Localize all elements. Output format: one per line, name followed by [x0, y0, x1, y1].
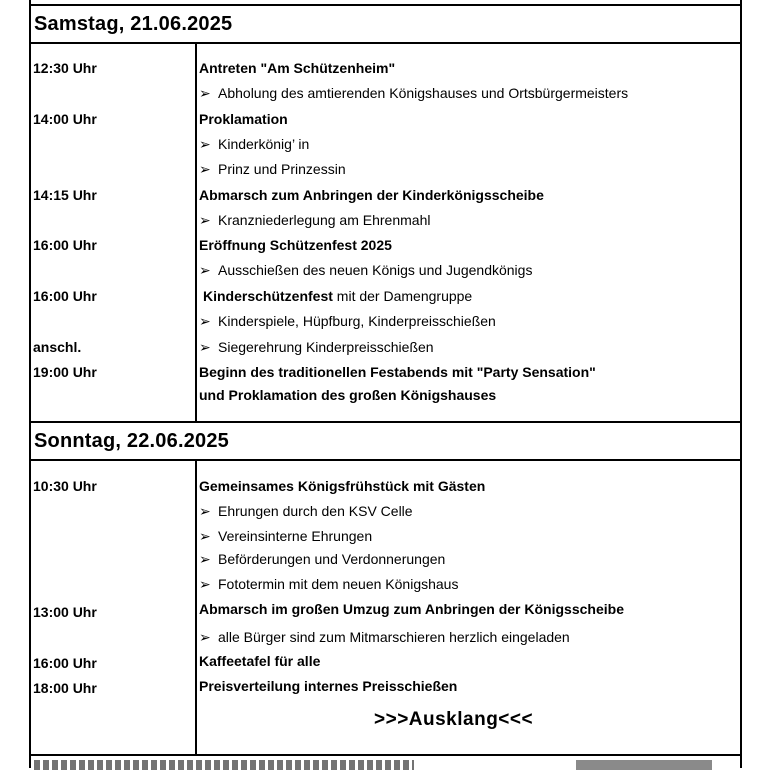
arrow-bullet-icon: ➢: [199, 551, 211, 567]
top-border: [29, 4, 742, 6]
event-title: Kaffeetafel für alle: [199, 653, 321, 669]
sub-item: ➢ Ehrungen durch den KSV Celle: [199, 503, 413, 519]
event-title-line2: und Proklamation des großen Königshauses: [199, 387, 497, 403]
sub-item: ➢ Kinderkönig’ in: [199, 136, 310, 152]
event-title: Abmarsch zum Anbringen der Kinderkönigsscheibe: [199, 187, 544, 203]
arrow-bullet-icon: ➢: [199, 262, 211, 278]
sub-item: ➢ Beförderungen und Verdonnerungen: [199, 551, 446, 567]
arrow-bullet-icon: ➢: [199, 313, 211, 329]
arrow-bullet-icon: ➢: [199, 212, 211, 228]
arrow-bullet-icon: ➢: [199, 161, 211, 177]
event-title: Preisverteilung internes Preisschießen: [199, 678, 458, 694]
cut-off-text-line: [34, 760, 414, 770]
time-cell: 13:00 Uhr: [33, 604, 97, 620]
sunday-header-divider: [29, 459, 742, 461]
sub-item: ➢ Fototermin mit dem neuen Königshaus: [199, 576, 459, 592]
event-title: Antreten "Am Schützenheim": [199, 60, 396, 76]
sub-item: ➢ Abholung des amtierenden Königshauses und Ortsbürgermeisters: [199, 85, 629, 101]
event-title: Proklamation: [199, 111, 288, 127]
saturday-column-divider: [195, 44, 197, 422]
arrow-bullet-icon: ➢: [199, 528, 211, 544]
time-cell: anschl.: [33, 339, 82, 355]
arrow-bullet-icon: ➢: [199, 136, 211, 152]
arrow-bullet-icon: ➢: [199, 576, 211, 592]
time-cell: 19:00 Uhr: [33, 364, 97, 380]
sub-item: ➢ Siegerehrung Kinderpreisschießen: [199, 339, 434, 355]
time-cell: 16:00 Uhr: [33, 237, 97, 253]
event-title: Gemeinsames Königsfrühstück mit Gästen: [199, 478, 486, 494]
closing-text: >>>Ausklang<<<: [374, 709, 534, 730]
sub-item: ➢ Vereinsinterne Ehrungen: [199, 528, 373, 544]
arrow-bullet-icon: ➢: [199, 503, 211, 519]
arrow-bullet-icon: ➢: [199, 629, 211, 645]
sub-item: ➢ Prinz und Prinzessin: [199, 161, 346, 177]
time-cell: 10:30 Uhr: [33, 478, 97, 494]
event-title: Kinderschützenfest mit der Damengruppe: [203, 288, 473, 304]
time-cell: 14:15 Uhr: [33, 187, 97, 203]
sunday-top-border: [29, 421, 742, 423]
sub-item: ➢ Kranzniederlegung am Ehrenmahl: [199, 212, 431, 228]
outer-left-border: [29, 0, 31, 768]
saturday-title: Samstag, 21.06.2025: [34, 13, 233, 35]
sunday-column-divider: [195, 461, 197, 755]
arrow-bullet-icon: ➢: [199, 85, 211, 101]
arrow-bullet-icon: ➢: [199, 339, 211, 355]
time-cell: 16:00 Uhr: [33, 655, 97, 671]
sunday-title: Sonntag, 22.06.2025: [34, 430, 230, 452]
sub-item: ➢ alle Bürger sind zum Mitmarschieren herzlich eingeladen: [199, 629, 570, 645]
bottom-border: [29, 754, 742, 756]
event-title: Eröffnung Schützenfest 2025: [199, 237, 392, 253]
outer-right-border: [740, 0, 742, 768]
cut-off-image: [576, 760, 712, 770]
event-title: Beginn des traditionellen Festabends mit "Party Sensation": [199, 364, 596, 380]
sub-item: ➢ Kinderspiele, Hüpfburg, Kinderpreisschießen: [199, 313, 496, 329]
time-cell: 14:00 Uhr: [33, 111, 97, 127]
time-cell: 16:00 Uhr: [33, 288, 97, 304]
event-title: Abmarsch im großen Umzug zum Anbringen der Königsscheibe: [199, 601, 624, 617]
time-cell: 12:30 Uhr: [33, 60, 97, 76]
saturday-header-divider: [29, 42, 742, 44]
sub-item: ➢ Ausschießen des neuen Königs und Jugendkönigs: [199, 262, 533, 278]
time-cell: 18:00 Uhr: [33, 680, 97, 696]
